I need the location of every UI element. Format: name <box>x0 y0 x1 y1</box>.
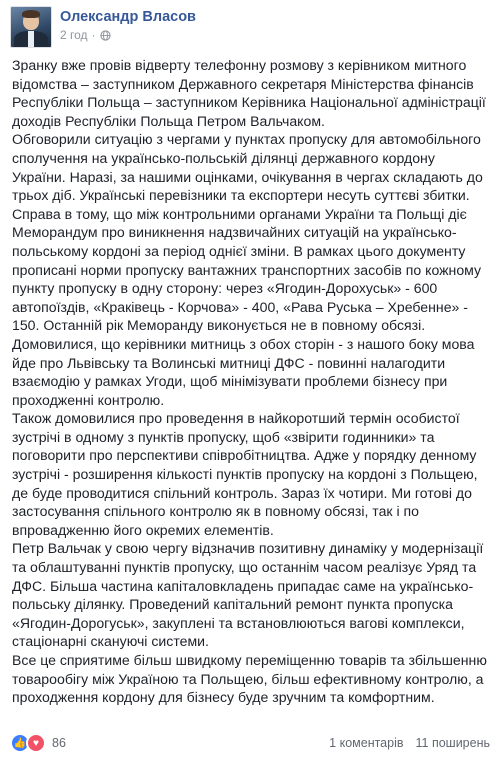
shares-count[interactable]: 11 поширень <box>415 736 490 750</box>
post-paragraph: Все це сприятиме більш швидкому переміщенню товарів та збільшенню товарообігу між Україною та Польщею, більш ефективному контролю, а проходження кордону для бізнесу буде зручним та комфортним. <box>12 652 487 706</box>
post-footer <box>10 732 490 754</box>
post-meta <box>60 6 196 43</box>
comments-count[interactable]: 1 коментарів <box>329 736 404 750</box>
post-paragraph: Також домовилися про проведення в найкоротший термін особистої зустрічі в одному з пунктів пропуску, щоб «звірити годинники» та поговорити про перспективи співробітництва. Адже у порядку денному зустрічі - розширення кількості пунктів пропуску на кордоні з Польщею, де буде проводитися спільний контроль. Зараз їх чотири. Ми готові до застосування спільного контролю як в повному обсязі, так і по впровадженню його окремих елементів. <box>12 410 478 538</box>
separator: · <box>91 28 96 42</box>
post-paragraph: Домовилися, що керівники митниць з обох сторін - з нашого боку мова йде про Львівську та Волинські митниці ДФС - повинні налагодити взаємодію у рамках Угоди, щоб мінімізувати проблеми бізнесу при проходженні контролю. <box>12 335 475 408</box>
post-body <box>12 56 490 707</box>
reaction-count[interactable]: 86 <box>52 736 66 750</box>
reactions-summary[interactable] <box>10 733 66 753</box>
author-name[interactable]: Олександр Власов <box>60 9 196 25</box>
post-paragraph: Справа в тому, що між контрольними органами України та Польщі діє Меморандум про виникнення надзвичайних ситуацій на українсько-польському кордоні за період однієї зміни. В рамках цього документу прописані норми пропуску вантажних транспортних засобів по кожному пункту пропуску в одну сторону: через «Ягодин-Дорохуськ» - 600 автопоїздів, «Краківець - Корчова» - 400, «Рава Руська – Хребенне» - 150. Останній рік Меморанду виконується не в повному обсязі. <box>12 205 482 334</box>
post-paragraph: Обговорили ситуацію з чергами у пунктах пропуску для автомобільного сполучення на українсько-польській ділянці державного кордону України. Наразі, за нашими оцінками, очікування в чергах складають до трьох діб. Українські перевізники та експортери несуть суттєві збитки. <box>12 131 483 204</box>
like-icon: 👍 <box>10 733 30 753</box>
post-time[interactable]: 2 год <box>60 28 88 42</box>
globe-icon[interactable] <box>100 30 111 41</box>
love-icon: ♥ <box>26 733 46 753</box>
post-subline <box>60 27 196 43</box>
post-header <box>10 6 196 48</box>
post-paragraph: Зранку вже провів відверту телефонну розмову з керівником митного відомства – заступником Державного секретаря Міністерства фінансів Республіки Польща – заступником Керівника Національної адміністрації доходів Республіки Польща Петром Вальчаком. <box>12 57 486 129</box>
avatar[interactable] <box>10 6 52 48</box>
post-paragraph: Петр Вальчак у свою чергу відзначив позитивну динаміку у модернізації та облаштуванні пунктів пропуску, що останнім часом реалізує Уряд та ДФС. Більша частина капіталовкладень припадає саме на українсько-польську ділянку. Проведений капітальний ремонт пункта пропуска «Ягодин-Дорогуськ», закуплені та встановлюються вагові комплекси, стаціонарні скануючі системи. <box>12 540 484 650</box>
